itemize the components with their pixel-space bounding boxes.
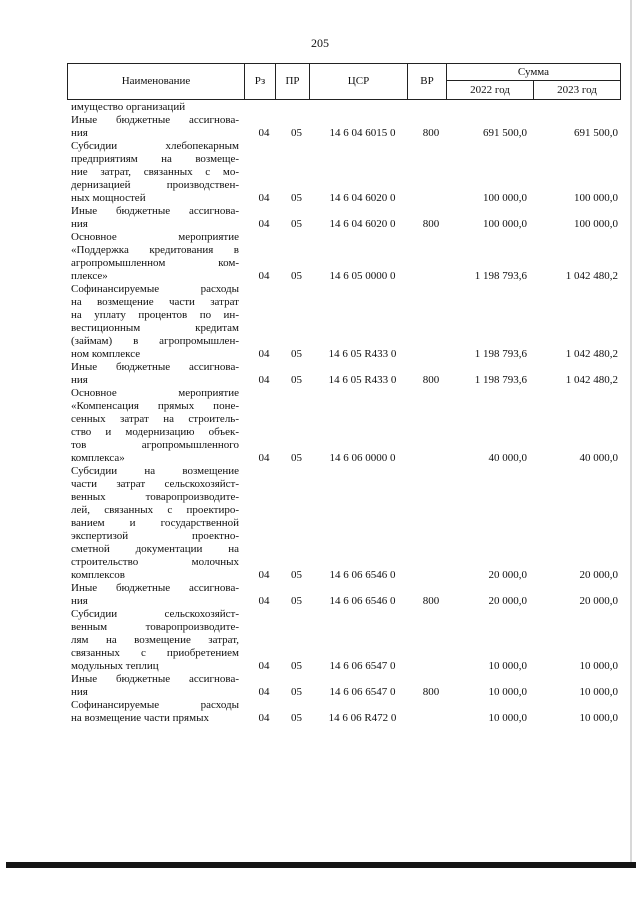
header-vr: ВР [408,64,447,100]
cell-csr: 14 6 04 6020 0 [329,192,396,204]
table-header [67,63,621,100]
cell-pr: 05 [291,686,302,698]
cell-sum-2022: 1 198 793,6 [474,270,527,282]
cell-sum-2022: 1 198 793,6 [474,348,527,360]
cell-csr: 14 6 06 6546 0 [329,569,396,581]
row-name-line: тов агропромышленного [71,439,239,451]
cell-sum-2022: 100 000,0 [483,192,527,204]
row-name-line: вестиционным кредитам [71,322,239,334]
row-name-line: плексе» [71,270,108,282]
cell-sum-2023: 10 000,0 [579,686,618,698]
row-values [67,712,620,725]
table-row [67,114,620,140]
cell-sum-2022: 1 198 793,6 [474,374,527,386]
cell-rz: 04 [258,595,270,607]
cell-sum-2022: 20 000,0 [488,569,527,581]
header-name: Наименование [68,64,245,100]
cell-csr: 14 6 04 6015 0 [329,127,396,139]
cell-csr: 14 6 05 R433 0 [328,374,397,386]
cell-sum-2023: 20 000,0 [579,569,618,581]
cell-rz: 04 [258,374,270,386]
row-name-line: ния [71,595,88,607]
cell-sum-2022: 691 500,0 [483,127,527,139]
table-row [67,608,620,673]
row-values [67,348,620,361]
row-name-line: ния [71,218,88,230]
row-name-line: дернизацией производствен- [71,179,239,191]
row-name-line: венным товаропроизводите- [71,621,239,633]
row-name-line: ние затрат, связанных с мо- [71,166,239,178]
cell-sum-2022: 10 000,0 [488,712,527,724]
cell-csr: 14 6 06 0000 0 [329,452,396,464]
row-name-line: венных товаропроизводите- [71,491,239,503]
cell-sum-2023: 1 042 480,2 [565,348,618,360]
table-row [67,140,620,205]
row-name-line: на возмещение части затрат [71,296,239,308]
cell-sum-2023: 100 000,0 [574,218,618,230]
row-name-line: Субсидии на возмещение [71,465,239,477]
cell-rz: 04 [258,660,270,672]
row-name-line: связанных с приобретением [71,647,239,659]
cell-pr: 05 [291,127,302,139]
row-name-line: ных мощностей [71,192,146,204]
row-name-line: лям на возмещение затрат, [71,634,239,646]
header-2022: 2022 год [447,81,534,100]
cell-sum-2022: 10 000,0 [488,660,527,672]
table-row [67,465,620,582]
row-name-line: Софинансируемые расходы [71,283,239,295]
cell-csr: 14 6 06 6547 0 [329,660,396,672]
cell-sum-2023: 40 000,0 [579,452,618,464]
cell-vr: 800 [422,127,440,139]
row-name-line: (займам) в агропромышлен- [71,335,239,347]
row-name-line: Иные бюджетные ассигнова- [71,114,239,126]
row-name-line: Софинансируемые расходы [71,699,239,711]
table-row [67,387,620,465]
row-values [67,374,620,387]
cell-pr: 05 [291,348,302,360]
row-name-line: модульных теплиц [71,660,159,672]
scan-bottom-bar [6,862,636,868]
cell-csr: 14 6 05 0000 0 [329,270,396,282]
row-name-line: ванием и государственной [71,517,239,529]
table-row [67,231,620,283]
cell-rz: 04 [258,218,270,230]
row-name-line: на возмещение части прямых [71,712,209,724]
row-name-line: сенных затрат на строитель- [71,413,239,425]
table-row [67,205,620,231]
cell-sum-2023: 10 000,0 [579,660,618,672]
cell-rz: 04 [258,192,270,204]
row-name-line: Иные бюджетные ассигнова- [71,582,239,594]
scan-edge [630,0,632,862]
row-name-line: «Компенсация прямых поне- [71,400,239,412]
cell-sum-2023: 1 042 480,2 [565,374,618,386]
cell-pr: 05 [291,660,302,672]
cell-sum-2023: 100 000,0 [574,192,618,204]
cell-vr: 800 [422,218,440,230]
row-name-line: предприятиям на возмеще- [71,153,239,165]
row-name [67,465,239,582]
cell-sum-2023: 20 000,0 [579,595,618,607]
row-name-line: части затрат сельскохозяйст- [71,478,239,490]
row-name-line: Основное мероприятие [71,231,239,243]
cell-sum-2022: 100 000,0 [483,218,527,230]
cell-rz: 04 [258,270,270,282]
cell-rz: 04 [258,348,270,360]
cell-sum-2022: 40 000,0 [488,452,527,464]
row-name-line: агропромышленном ком- [71,257,239,269]
cell-csr: 14 6 06 6546 0 [329,595,396,607]
cell-csr: 14 6 05 R433 0 [328,348,397,360]
cell-rz: 04 [258,127,270,139]
cell-sum-2022: 10 000,0 [488,686,527,698]
header-csr: ЦСР [310,64,408,100]
cell-pr: 05 [291,712,302,724]
cell-sum-2023: 691 500,0 [574,127,618,139]
row-name-line: ния [71,374,88,386]
row-name-line: лей, связанных с проектиро- [71,504,239,516]
row-values [67,595,620,608]
row-values [67,569,620,582]
row-name-line: на уплату процентов по ин- [71,309,239,321]
cell-sum-2023: 10 000,0 [579,712,618,724]
table-row [67,582,620,608]
table-row [67,673,620,699]
row-values [67,270,620,283]
cell-rz: 04 [258,712,270,724]
row-values [67,452,620,465]
row-name-line: комплекса» [71,452,125,464]
row-name-line: ном комплексе [71,348,141,360]
cell-pr: 05 [291,218,302,230]
table-row [67,699,620,725]
cell-sum-2023: 1 042 480,2 [565,270,618,282]
cell-pr: 05 [291,270,302,282]
table-body [67,101,620,725]
row-values [67,686,620,699]
row-name-line: имущество организаций [71,101,186,113]
header-rz: Рз [245,64,276,100]
cell-csr: 14 6 04 6020 0 [329,218,396,230]
row-values [67,660,620,673]
row-name-line: «Поддержка кредитования в [71,244,239,256]
table-row [67,101,620,114]
header-pr: ПР [276,64,310,100]
cell-rz: 04 [258,569,270,581]
cell-rz: 04 [258,452,270,464]
table-row [67,361,620,387]
row-name-line: строительство молочных [71,556,239,568]
cell-sum-2022: 20 000,0 [488,595,527,607]
page-number: 205 [311,36,329,50]
cell-pr: 05 [291,595,302,607]
row-name-line: Субсидии хлебопекарным [71,140,239,152]
row-name-line: Иные бюджетные ассигнова- [71,361,239,373]
row-values [67,101,620,114]
row-name-line: Основное мероприятие [71,387,239,399]
cell-vr: 800 [422,595,440,607]
row-name-line: Иные бюджетные ассигнова- [71,673,239,685]
row-name-line: ния [71,127,88,139]
row-name-line: Субсидии сельскохозяйст- [71,608,239,620]
header-sum: Сумма [447,64,621,81]
cell-pr: 05 [291,192,302,204]
row-name-line: комплексов [71,569,125,581]
header-2023: 2023 год [534,81,621,100]
row-name-line: ство и модернизацию объек- [71,426,239,438]
cell-pr: 05 [291,374,302,386]
cell-rz: 04 [258,686,270,698]
cell-pr: 05 [291,452,302,464]
row-name-line: экспертизой проектно- [71,530,239,542]
row-values [67,127,620,140]
row-name-line: ния [71,686,88,698]
row-name-line: Иные бюджетные ассигнова- [71,205,239,217]
cell-vr: 800 [422,686,440,698]
cell-csr: 14 6 06 6547 0 [329,686,396,698]
row-name-line: сметной документации на [71,543,239,555]
cell-pr: 05 [291,569,302,581]
cell-vr: 800 [422,374,440,386]
table-row [67,283,620,361]
row-values [67,218,620,231]
cell-csr: 14 6 06 R472 0 [328,712,397,724]
row-values [67,192,620,205]
